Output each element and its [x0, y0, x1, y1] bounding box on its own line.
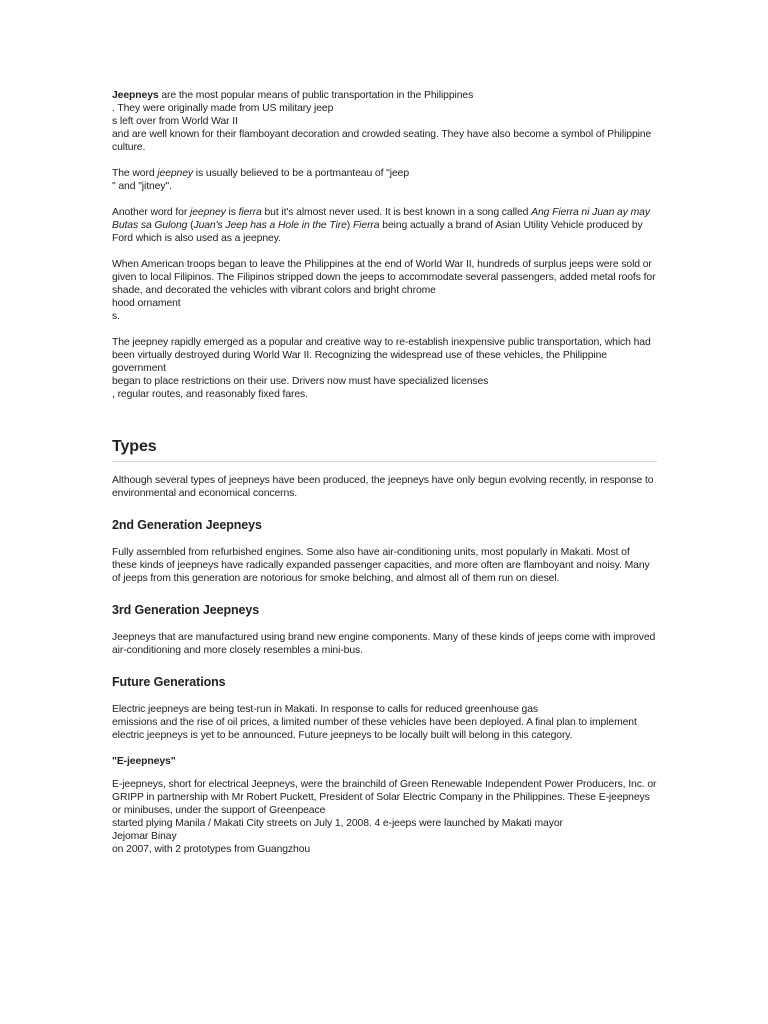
intro-paragraph-1: Jeepneys are the most popular means of public transportation in the Philippines . They were originally made from US military jeep s left over from World War II and are well known for their flamboyant decoration and crowded seating. They have also become a symbol of Philippine culture. — [112, 90, 652, 153]
types-intro: Although several types of jeepneys have been produced, the jeepneys have only begun evolving recently, in response to environmental and economical concerns. — [112, 475, 654, 499]
intro-paragraph-3: Another word for jeepney is fierra but it's almost never used. It is best known in a song called Ang Fierra ni Juan ay may Butas sa Gulong (Juan's Jeep has a Hole in the Tire) Fierra being actually a brand of Asian Utility Vehicle produced by Ford which is also used as a jeepney. — [112, 207, 650, 244]
intro-paragraph-4: When American troops began to leave the Philippines at the end of World War II, hundreds of surplus jeeps were sold or given to local Filipinos. The Filipinos stripped down the jeeps to accommodate several passengers, added metal roofs for shade, and decorated the vehicles with vibrant colors and bright chrome hood ornament s. — [112, 259, 656, 322]
types-heading: Types — [112, 437, 657, 462]
ejeepneys-text: E-jeepneys, short for electrical Jeepneys, were the brainchild of Green Renewable Independent Power Producers, Inc. or GRIPP in partnership with Mr Robert Puckett, President of Solar Electric Company in the Philippines. These E-jeepneys or minibuses, under the support of Greenpeace started plying Manila / Makati City streets on July 1, 2008. 4 e-jeeps were launched by Makati mayor Jejomar Binay on 2007, with 2 prototypes from Guangzhou — [112, 779, 657, 855]
gen2-text: Fully assembled from refurbished engines. Some also have air-conditioning units, most popularly in Makati. Most of these kinds of jeepneys have radically expanded passenger capacities, and more often are flamboyant and noisy. Many of jeeps from this generation are notorious for smoke belching, and almost all of them run on diesel. — [112, 547, 650, 584]
ejeepneys-heading: "E-jeepneys" — [112, 756, 176, 767]
jeepneys-bold-term: Jeepneys — [112, 90, 159, 101]
gen2-heading: 2nd Generation Jeepneys — [112, 518, 262, 532]
gen3-text: Jeepneys that are manufactured using brand new engine components. Many of these kinds of jeeps come with improved air-conditioning and more closely resembles a mini-bus. — [112, 632, 656, 656]
intro-paragraph-2: The word jeepney is usually believed to be a portmanteau of "jeep " and "jitney". — [112, 168, 409, 192]
intro-paragraph-5: The jeepney rapidly emerged as a popular and creative way to re-establish inexpensive public transportation, which had been virtually destroyed during World War II. Recognizing the widespread use of these vehicles, the Philippine government began to place restrictions on their use. Drivers now must have specialized licenses , regular routes, and reasonably fixed fares. — [112, 337, 651, 400]
document-page — [112, 89, 657, 869]
future-text: Electric jeepneys are being test-run in Makati. In response to calls for reduced greenhouse gas emissions and the rise of oil prices, a limited number of these vehicles have been deployed. A final plan to implement electric jeepneys is yet to be announced. Future jeepneys to be locally built will belong in this category. — [112, 704, 637, 741]
future-heading: Future Generations — [112, 675, 226, 689]
gen3-heading: 3rd Generation Jeepneys — [112, 603, 260, 617]
